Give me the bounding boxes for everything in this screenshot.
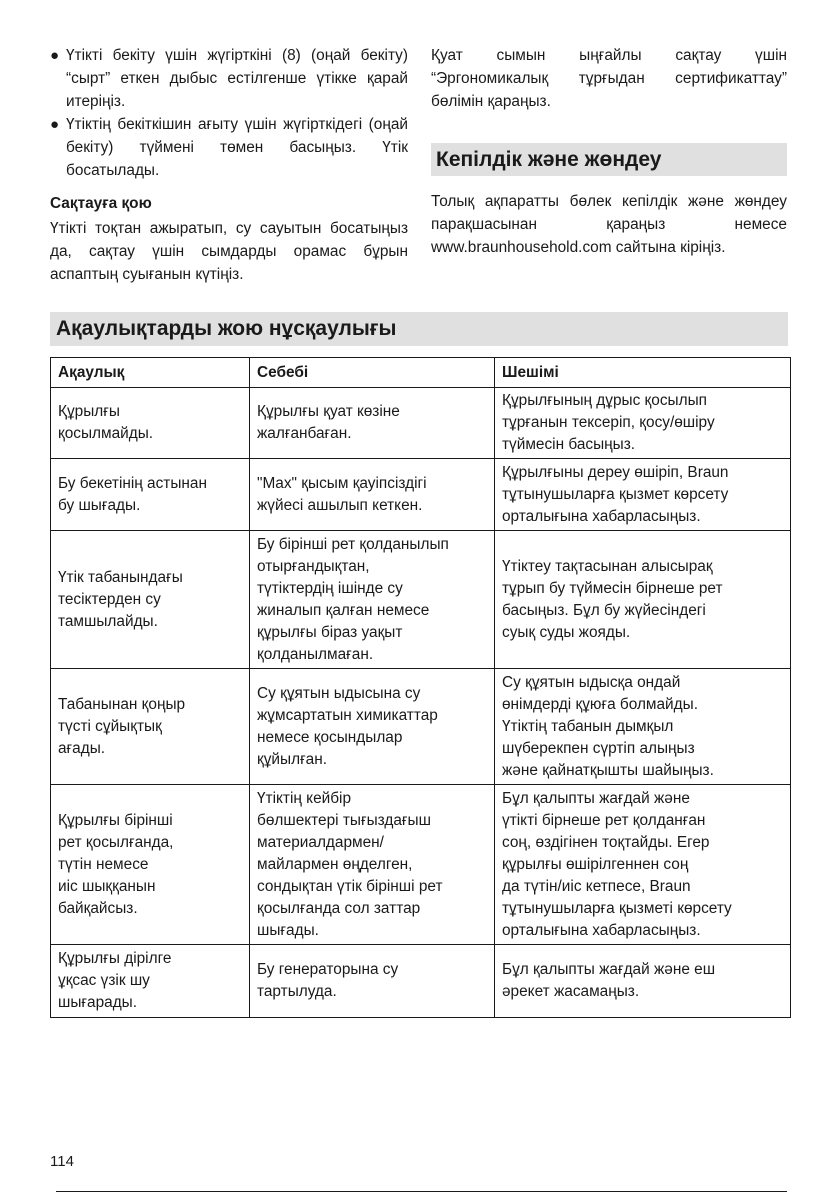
troubleshooting-table [50, 357, 791, 1018]
solution-cell: Үтіктеу тақтасынан алысырақ тұрып бу түймесін бірнеше рет басыңыз. Бұл бу жүйесіндегі суық суды жояды. [495, 531, 791, 669]
table-row [51, 669, 791, 785]
table-row [51, 388, 791, 459]
bullet-item: ● Үтіктің бекіткішин ағыту үшін жүгірткідегі (оңай бекіту) түймені төмен басыңыз. Үтік босатылады. [50, 113, 408, 182]
left-column [50, 44, 408, 286]
cause-cell: Су құятын ыдысына су жұмсартатын химикаттар немесе қосындылар құйылған. [250, 669, 495, 785]
table-row [51, 459, 791, 531]
table-header-row [51, 358, 791, 388]
header-cause: Себебі [250, 358, 495, 388]
problem-cell: Құрылғы қосылмайды. [51, 388, 250, 459]
solution-cell: Құрылғының дұрыс қосылып тұрғанын тексеріп, қосу/өшіру түймесін басыңыз. [495, 388, 791, 459]
bullet-list [50, 44, 408, 182]
problem-cell: Табанынан қоңыр түсті сұйықтық ағады. [51, 669, 250, 785]
storage-heading: Сақтауға қою [50, 195, 152, 212]
troubleshooting-heading: Ақаулықтарды жою нұсқаулығы [50, 312, 788, 346]
warranty-heading: Кепілдік және жөндеу [431, 143, 787, 176]
table-row [51, 531, 791, 669]
header-solution: Шешімі [495, 358, 791, 388]
right-column [431, 44, 787, 274]
cause-cell: Үтіктің кейбір бөлшектері тығыздағыш материалдармен/ майлармен өңделген, сондықтан үтік бірінші рет қосылғанда сол заттар шығады. [250, 785, 495, 945]
page-number: 114 [50, 1153, 74, 1170]
solution-cell: Су құятын ыдысқа ондай өнімдерді құюға болмайды. Үтіктің табанын дымқыл шүберекпен сүртіп алыңыз және қайнатқышты шайыңыз. [495, 669, 791, 785]
cause-cell: Бу генераторына су тартылуда. [250, 945, 495, 1018]
header-problem: Ақаулық [51, 358, 250, 388]
cause-cell: Бу бірінші рет қолданылып отырғандықтан, түтіктердің ішінде су жиналып қалған немесе құрылғы біраз уақыт қолданылмаған. [250, 531, 495, 669]
cord-storage-note: Қуат сымын ыңғайлы сақтау үшін “Эргономикалық тұрғыдан сертификаттау” бөлімін қараңыз. [431, 47, 787, 110]
cause-cell: "Max" қысым қауіпсіздігі жүйесі ашылып кеткен. [250, 459, 495, 531]
solution-cell: Бұл қалыпты жағдай және үтікті бірнеше рет қолданған соң, өздігінен тоқтайды. Егер құрылғы өшірілгеннен соң да түтін/иіс кетпесе, Braun тұтынушыларға қызметі көрсету орталығына хабарласыңыз. [495, 785, 791, 945]
table-row [51, 785, 791, 945]
problem-cell: Үтік табанындағы тесіктерден су тамшылайды. [51, 531, 250, 669]
warranty-text: Толық ақпаратты бөлек кепілдік және жөндеу парақшасынан қараңыз немесе www.braunhousehold.com сайтына кіріңіз. [431, 193, 787, 256]
cause-cell: Құрылғы қуат көзіне жалғанбаған. [250, 388, 495, 459]
problem-cell: Құрылғы дірілге ұқсас үзік шу шығарады. [51, 945, 250, 1018]
table-row [51, 945, 791, 1018]
problem-cell: Құрылғы бірінші рет қосылғанда, түтін немесе иіс шыққанын байқайсыз. [51, 785, 250, 945]
storage-text: Үтікті тоқтан ажыратып, су сауытын босатыңыз да, сақтау үшін сымдарды орамас бұрын аспаптың суығанын күтіңіз. [50, 220, 408, 283]
bullet-dot-icon: ● [50, 116, 60, 133]
bullet-item: ● Үтікті бекіту үшін жүгірткіні (8) (оңай бекіту) “сырт” еткен дыбыс естілгенше үтікке қарай итеріңіз. [50, 44, 408, 113]
problem-cell: Бу бекетінің астынан бу шығады. [51, 459, 250, 531]
solution-cell: Бұл қалыпты жағдай және еш әрекет жасамаңыз. [495, 945, 791, 1018]
solution-cell: Құрылғыны дереу өшіріп, Braun тұтынушыларға қызмет көрсету орталығына хабарласыңыз. [495, 459, 791, 531]
bullet-dot-icon: ● [50, 47, 60, 64]
